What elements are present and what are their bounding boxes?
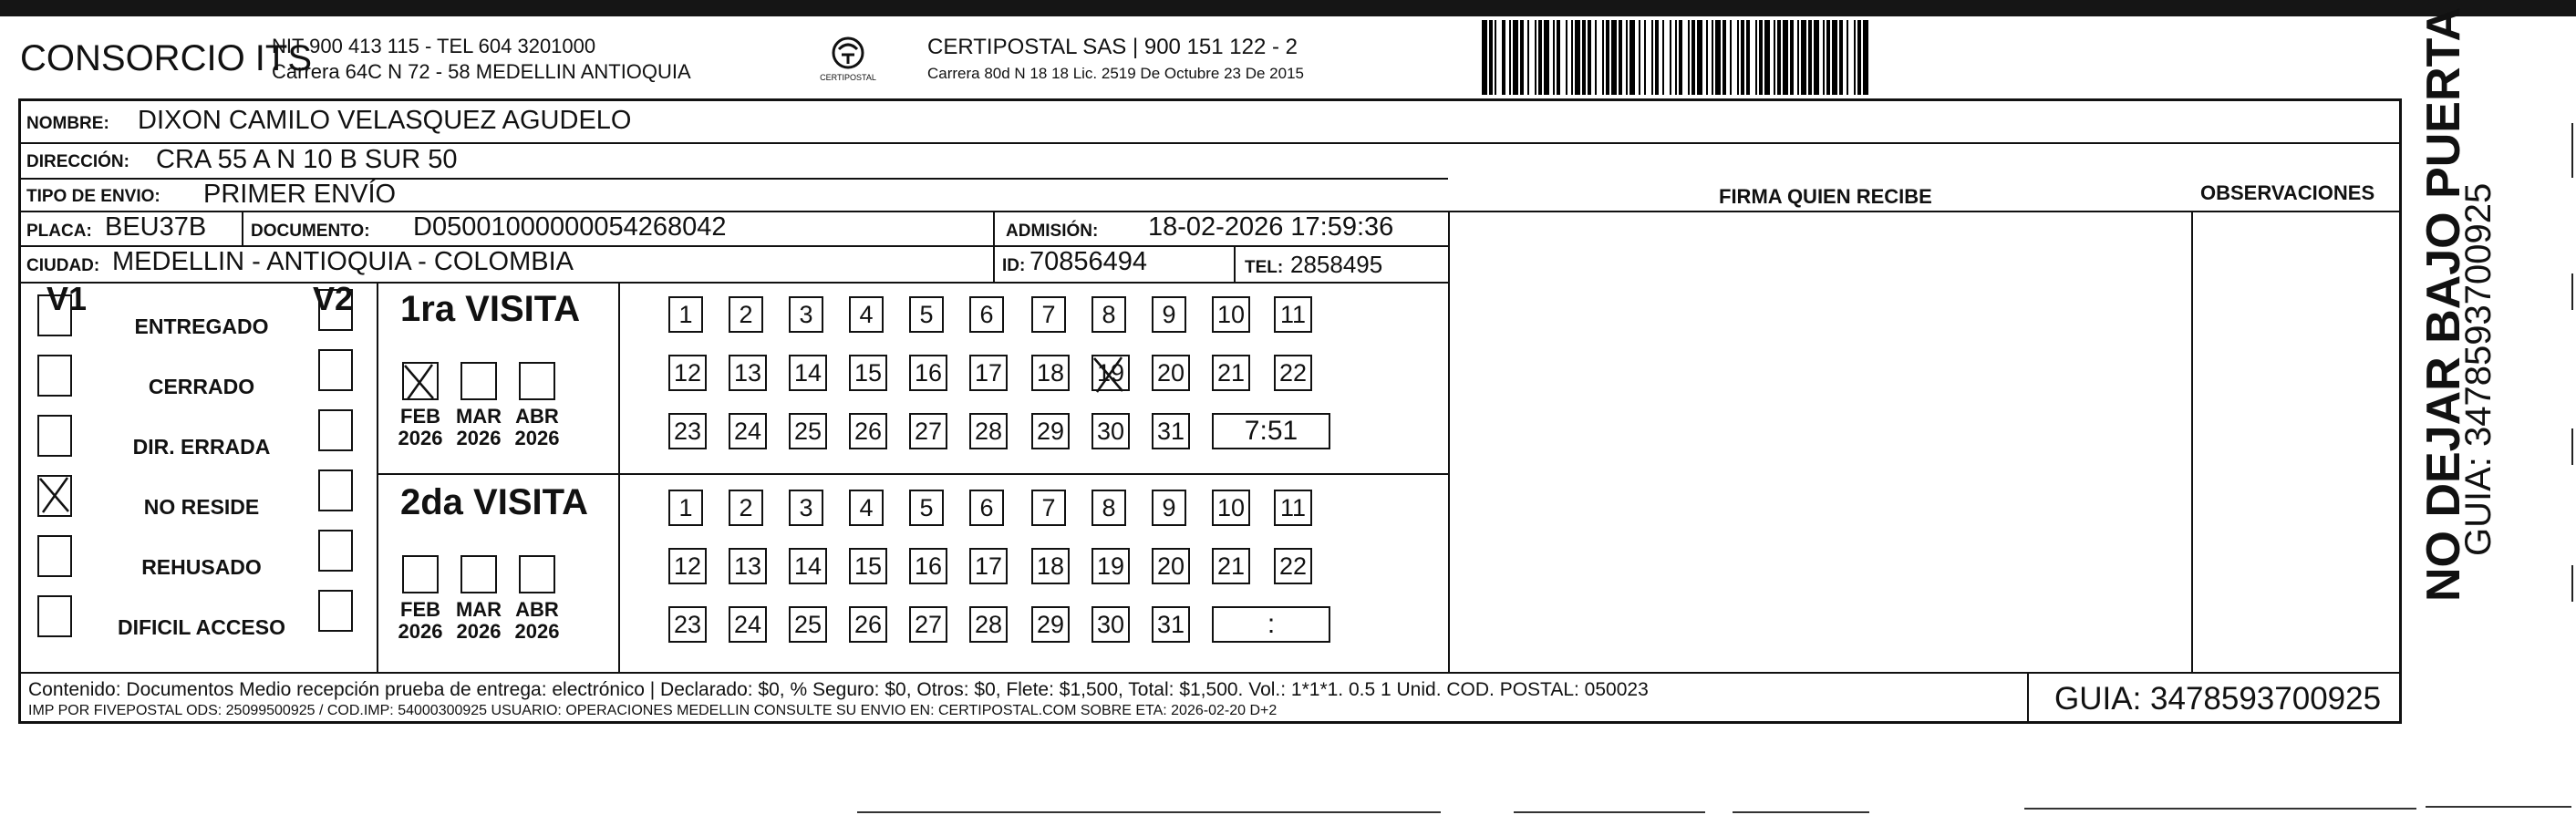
day-box[interactable]: 31: [1152, 413, 1190, 449]
nombre-value: DIXON CAMILO VELASQUEZ AGUDELO: [138, 106, 632, 135]
tel-label: TEL:: [1245, 258, 1284, 277]
cut-line: [2024, 808, 2416, 810]
day-box[interactable]: 28: [969, 413, 1008, 449]
day-box[interactable]: 1: [668, 490, 703, 526]
year-label: 2026: [398, 620, 443, 643]
month-checkbox[interactable]: [402, 362, 439, 400]
cut-line: [2426, 806, 2571, 808]
id-value: 70856494: [1029, 247, 1148, 276]
day-box[interactable]: 5: [909, 490, 944, 526]
v2-checkbox[interactable]: [318, 590, 353, 632]
documento-value: D05001000000054268042: [413, 212, 727, 242]
day-box[interactable]: 29: [1031, 413, 1070, 449]
v1-header: V1: [47, 280, 88, 317]
placa-value: BEU37B: [105, 212, 207, 242]
logo-caption: CERTIPOSTAL: [820, 73, 876, 82]
month-checkbox[interactable]: [519, 555, 555, 593]
status-option-label: DIR. ERRADA: [132, 435, 271, 459]
month-checkbox[interactable]: [460, 362, 497, 400]
margin-mark: [2571, 273, 2573, 310]
month-caption: [393, 599, 448, 643]
day-box[interactable]: 1: [668, 296, 703, 333]
v1-checkbox[interactable]: [37, 294, 72, 336]
day-box[interactable]: 7: [1031, 490, 1066, 526]
footer-content-line: Contenido: Documentos Medio recepción prueba de entrega: electrónico | Declarado: $0, % Seguro: $0, Otros: $0, Flete: $1,500, Total: $1,500. Vol.: 1*1*1. 0.5 1 Unid. COD. POSTAL: 050023: [28, 679, 1649, 700]
day-box[interactable]: 5: [909, 296, 944, 333]
signature-divider: [1448, 211, 1450, 672]
year-label: 2026: [456, 620, 502, 643]
month-caption: [510, 406, 564, 449]
day-box[interactable]: 24: [729, 413, 767, 449]
row-divider: [21, 142, 2399, 144]
year-label: 2026: [398, 427, 443, 449]
status-option-label: DIFICIL ACCESO: [117, 615, 285, 639]
day-box[interactable]: 6: [969, 490, 1004, 526]
footer-print-line: IMP POR FIVEPOSTAL ODS: 25099500925 / COD.IMP: 54000300925 USUARIO: OPERACIONES MEDELLIN CONSULTE SU ENVIO EN: CERTIPOSTAL.COM SOBRE ETA: 2026-02-20 D+2: [28, 703, 1278, 718]
month-caption: [393, 406, 448, 449]
company-address: Carrera 64C N 72 - 58 MEDELLIN ANTIOQUIA: [272, 60, 691, 83]
day-box[interactable]: 21: [1212, 548, 1250, 584]
day-box[interactable]: 26: [849, 606, 887, 643]
v2-checkbox[interactable]: [318, 530, 353, 572]
month-label: MAR: [455, 598, 502, 621]
month-caption: [451, 599, 506, 643]
visit-divider: [618, 282, 620, 672]
footer-guia-number: GUIA: 3478593700925: [2054, 681, 2382, 717]
placa-divider: [242, 211, 243, 247]
day-box[interactable]: 3: [789, 296, 823, 333]
month-label: MAR: [455, 405, 502, 428]
day-box[interactable]: 12: [668, 355, 707, 391]
v2-checkbox[interactable]: [318, 409, 353, 451]
day-box[interactable]: 13: [729, 548, 767, 584]
side-guia-number: GUIA: 3478593700925: [2458, 182, 2498, 556]
shipment-barcode: [1482, 20, 2175, 95]
visit-row-divider: [377, 473, 1448, 475]
x-mark: [1090, 353, 1128, 397]
ciudad-label: CIUDAD:: [26, 256, 100, 275]
admision-value: 18-02-2026 17:59:36: [1148, 212, 1394, 242]
v1-checkbox[interactable]: [37, 595, 72, 637]
day-box[interactable]: 11: [1274, 296, 1312, 333]
day-box[interactable]: 29: [1031, 606, 1070, 643]
day-box[interactable]: 27: [909, 413, 947, 449]
footer-divider: [21, 672, 2399, 674]
day-box[interactable]: 9: [1152, 296, 1186, 333]
day-box[interactable]: 3: [789, 490, 823, 526]
day-box[interactable]: 22: [1274, 355, 1312, 391]
day-box[interactable]: 8: [1091, 490, 1126, 526]
documento-label: DOCUMENTO:: [251, 222, 370, 241]
admision-divider: [993, 211, 995, 282]
tel-value: 2858495: [1290, 251, 1383, 278]
barcode-bar: [1868, 20, 1872, 95]
day-box[interactable]: 12: [668, 548, 707, 584]
day-box[interactable]: 15: [849, 548, 887, 584]
day-box[interactable]: 16: [909, 355, 947, 391]
day-box[interactable]: 23: [668, 413, 707, 449]
day-box[interactable]: 18: [1031, 355, 1070, 391]
top-border-strip: [0, 0, 2576, 16]
day-box[interactable]: 30: [1091, 413, 1130, 449]
year-label: 2026: [514, 620, 560, 643]
month-label: FEB: [400, 598, 440, 621]
day-box[interactable]: 9: [1152, 490, 1186, 526]
tel-divider: [1234, 245, 1236, 282]
month-checkbox[interactable]: [402, 555, 439, 593]
status-option-label: CERRADO: [148, 375, 255, 398]
certipostal-line: CERTIPOSTAL SAS | 900 151 122 - 2: [927, 35, 1298, 59]
ciudad-value: MEDELLIN - ANTIOQUIA - COLOMBIA: [112, 247, 574, 276]
day-box[interactable]: 23: [668, 606, 707, 643]
tipo-envio-label: TIPO DE ENVIO:: [26, 187, 160, 206]
brand-name: CONSORCIO ITS: [20, 38, 313, 78]
delivery-form: [18, 98, 2402, 724]
placa-label: PLACA:: [26, 222, 92, 241]
month-label: ABR: [515, 405, 559, 428]
day-box[interactable]: 17: [969, 548, 1008, 584]
direccion-label: DIRECCIÓN:: [26, 152, 129, 171]
v2-checkbox[interactable]: [318, 469, 353, 511]
row-divider: [21, 282, 1448, 284]
day-box[interactable]: 22: [1274, 548, 1312, 584]
v2-checkbox[interactable]: [318, 349, 353, 391]
nombre-label: NOMBRE:: [26, 114, 109, 133]
id-label: ID:: [1002, 256, 1026, 275]
month-checkbox[interactable]: [460, 555, 497, 593]
tipo-envio-value: PRIMER ENVÍO: [203, 180, 397, 209]
guia-divider: [2027, 672, 2029, 724]
day-box[interactable]: 4: [849, 296, 884, 333]
observations-divider: [2191, 211, 2193, 672]
visit-title: 2da VISITA: [400, 482, 588, 522]
day-box[interactable]: 25: [789, 413, 827, 449]
status-option-label: REHUSADO: [141, 555, 262, 579]
day-box[interactable]: 11: [1274, 490, 1312, 526]
company-nit: NIT 900 413 115 - TEL 604 3201000: [272, 35, 596, 57]
day-box[interactable]: 13: [729, 355, 767, 391]
status-divider: [377, 282, 378, 672]
day-box[interactable]: 19: [1091, 548, 1130, 584]
status-option-label: ENTREGADO: [134, 315, 269, 338]
day-box[interactable]: 19: [1091, 355, 1130, 391]
visit-time-box[interactable]: :: [1212, 606, 1330, 643]
day-box[interactable]: 10: [1212, 490, 1250, 526]
day-box[interactable]: 14: [789, 548, 827, 584]
direccion-value: CRA 55 A N 10 B SUR 50: [156, 145, 458, 174]
day-box[interactable]: 20: [1152, 355, 1190, 391]
year-label: 2026: [456, 427, 502, 449]
visit-time-box[interactable]: 7:51: [1212, 413, 1330, 449]
x-mark: [400, 360, 439, 404]
day-box[interactable]: 6: [969, 296, 1004, 333]
v1-checkbox[interactable]: [37, 415, 72, 457]
v2-checkbox[interactable]: [318, 289, 353, 331]
month-caption: [451, 406, 506, 449]
firma-header: FIRMA QUIEN RECIBE: [1719, 185, 1932, 208]
day-box[interactable]: 30: [1091, 606, 1130, 643]
v1-checkbox[interactable]: [37, 355, 72, 397]
admision-label: ADMISIÓN:: [1006, 222, 1099, 241]
x-mark: [36, 473, 74, 517]
cut-line: [1733, 811, 1869, 813]
v2-header: V2: [313, 280, 354, 317]
day-box[interactable]: 24: [729, 606, 767, 643]
day-box[interactable]: 15: [849, 355, 887, 391]
v1-checkbox[interactable]: [37, 475, 72, 517]
day-box[interactable]: 26: [849, 413, 887, 449]
month-checkbox[interactable]: [519, 362, 555, 400]
day-box[interactable]: 18: [1031, 548, 1070, 584]
day-box[interactable]: 27: [909, 606, 947, 643]
day-box[interactable]: 21: [1212, 355, 1250, 391]
month-caption: [510, 599, 564, 643]
day-box[interactable]: 14: [789, 355, 827, 391]
month-label: FEB: [400, 405, 440, 428]
margin-mark: [2571, 123, 2573, 178]
margin-mark: [2571, 565, 2573, 602]
day-box[interactable]: 20: [1152, 548, 1190, 584]
certipostal-logo: [812, 35, 885, 89]
status-option-label: NO RESIDE: [143, 495, 260, 519]
certipostal-address: Carrera 80d N 18 18 Lic. 2519 De Octubre 23 De 2015: [927, 65, 1304, 82]
month-label: ABR: [515, 598, 559, 621]
no-dejar-warning: NO DEJAR BAJO PUERTA: [2417, 6, 2470, 602]
year-label: 2026: [514, 427, 560, 449]
day-box[interactable]: 28: [969, 606, 1008, 643]
day-box[interactable]: 2: [729, 490, 763, 526]
day-box[interactable]: 2: [729, 296, 763, 333]
day-box[interactable]: 8: [1091, 296, 1126, 333]
visit-title: 1ra VISITA: [400, 289, 581, 329]
day-box[interactable]: 7: [1031, 296, 1066, 333]
day-box[interactable]: 4: [849, 490, 884, 526]
day-box[interactable]: 31: [1152, 606, 1190, 643]
day-box[interactable]: 17: [969, 355, 1008, 391]
cut-line: [1514, 811, 1705, 813]
day-box[interactable]: 16: [909, 548, 947, 584]
margin-mark: [2571, 428, 2573, 465]
day-box[interactable]: 25: [789, 606, 827, 643]
cut-line: [857, 811, 1441, 813]
day-box[interactable]: 10: [1212, 296, 1250, 333]
observaciones-header: OBSERVACIONES: [2200, 181, 2375, 204]
v1-checkbox[interactable]: [37, 535, 72, 577]
